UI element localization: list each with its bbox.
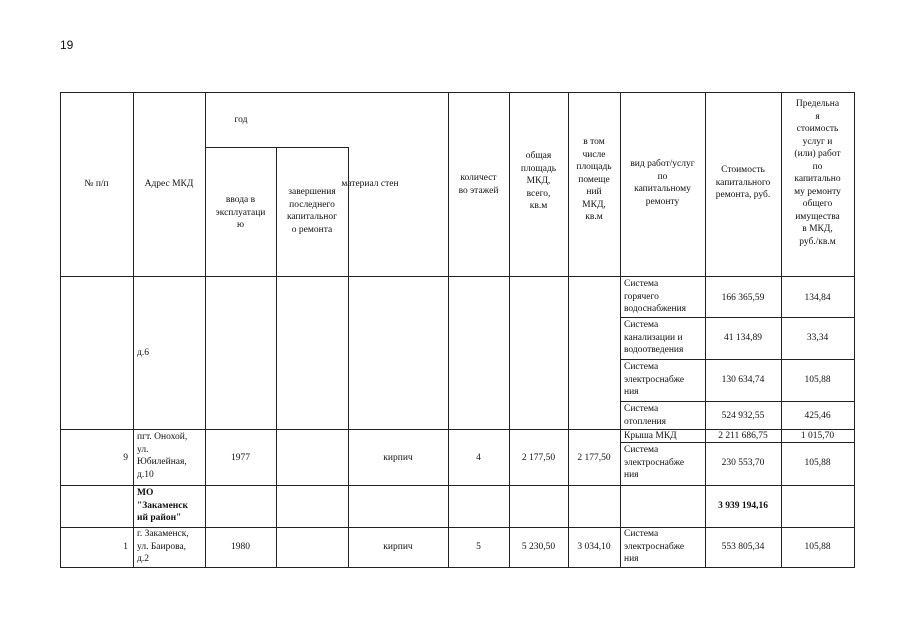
row-d6-limit-2: 33,34 [806,333,829,343]
header-year: год [234,115,248,125]
row-1-area-total: 5 230,50 [521,542,556,552]
row-9-work-2: Система электроснабже ния [624,445,685,480]
header-work-type: вид работ/услуг по капитальному ремонту [630,159,695,207]
header-area-premises: в том числе площадь помеще ний МКД, кв.м [576,137,612,222]
header-address: Адрес МКД [144,179,194,189]
row-d6-cost-2: 41 134,89 [724,333,762,343]
page-number: 19 [60,38,74,52]
row-9-cost-1: 2 211 686,75 [718,431,768,441]
row-d6-cost-3: 130 634,74 [721,375,765,385]
row-d6-work-3: Система электроснабже ния [624,362,685,397]
row-9-cost-2: 230 553,70 [721,458,765,468]
header-area-total: общая площадь МКД, всего, кв.м [520,151,557,211]
header-year-repair: завершения последнего капитальног о ремонта [286,187,338,235]
row-1-floors: 5 [476,542,481,552]
row-d6-work-1: Система горячего водоснабжения [624,279,687,314]
row-1-work: Система электроснабже ния [624,529,685,564]
row-1-year: 1980 [231,542,250,552]
row-9-floors: 4 [476,453,481,463]
header-year-commission: ввода в эксплуатаци ю [215,195,266,230]
row-9-year: 1977 [231,453,250,463]
row-d6-limit-3: 105,88 [804,375,831,385]
header-floors: количест во этажей [458,173,499,196]
row-1-num: 1 [123,542,128,552]
row-1-area-premises: 3 034,10 [577,542,611,552]
header-cost: Стоимость капитального ремонта, руб. [715,165,771,200]
header-limit-cost: Предельна я стоимость услуг и (или) работ по капитально му ремонту общего имущества в МКД, руб./кв.м [794,99,841,247]
row-9-address: пгт. Онохой, ул. Юбилейная, д.10 [137,432,188,480]
row-9-num: 9 [123,453,128,463]
row-d6-work-4: Система отопления [624,404,666,427]
row-d6-limit-4: 425,46 [804,411,831,421]
row-9-area-premises: 2 177,50 [577,453,611,463]
row-9-work-1: Крыша МКД [624,431,677,441]
row-1-cost: 553 805,34 [721,542,765,552]
header-material: материал стен [341,179,399,189]
row-1-address: г. Закаменск, ул. Баирова, д.2 [137,529,189,564]
row-9-material: кирпич [383,453,413,463]
row-d6-work-2: Система канализации и водоотведения [624,320,684,355]
row-9-limit-2: 105,88 [804,458,831,468]
row-d6-cost-1: 166 365,59 [721,293,765,303]
row-1-material: кирпич [383,542,413,552]
header-num: № п/п [84,179,109,189]
row-mo-name: МО "Закаменск ий район" [137,488,188,523]
row-1-limit: 105,88 [804,542,831,552]
row-9-limit-1: 1 015,70 [800,431,835,441]
row-mo-total: 3 939 194,16 [718,501,768,511]
row-d6-limit-1: 134,84 [804,293,831,303]
row-d6-address: д.6 [137,348,149,358]
row-9-area-total: 2 177,50 [521,453,556,463]
row-d6-cost-4: 524 932,55 [721,411,765,421]
